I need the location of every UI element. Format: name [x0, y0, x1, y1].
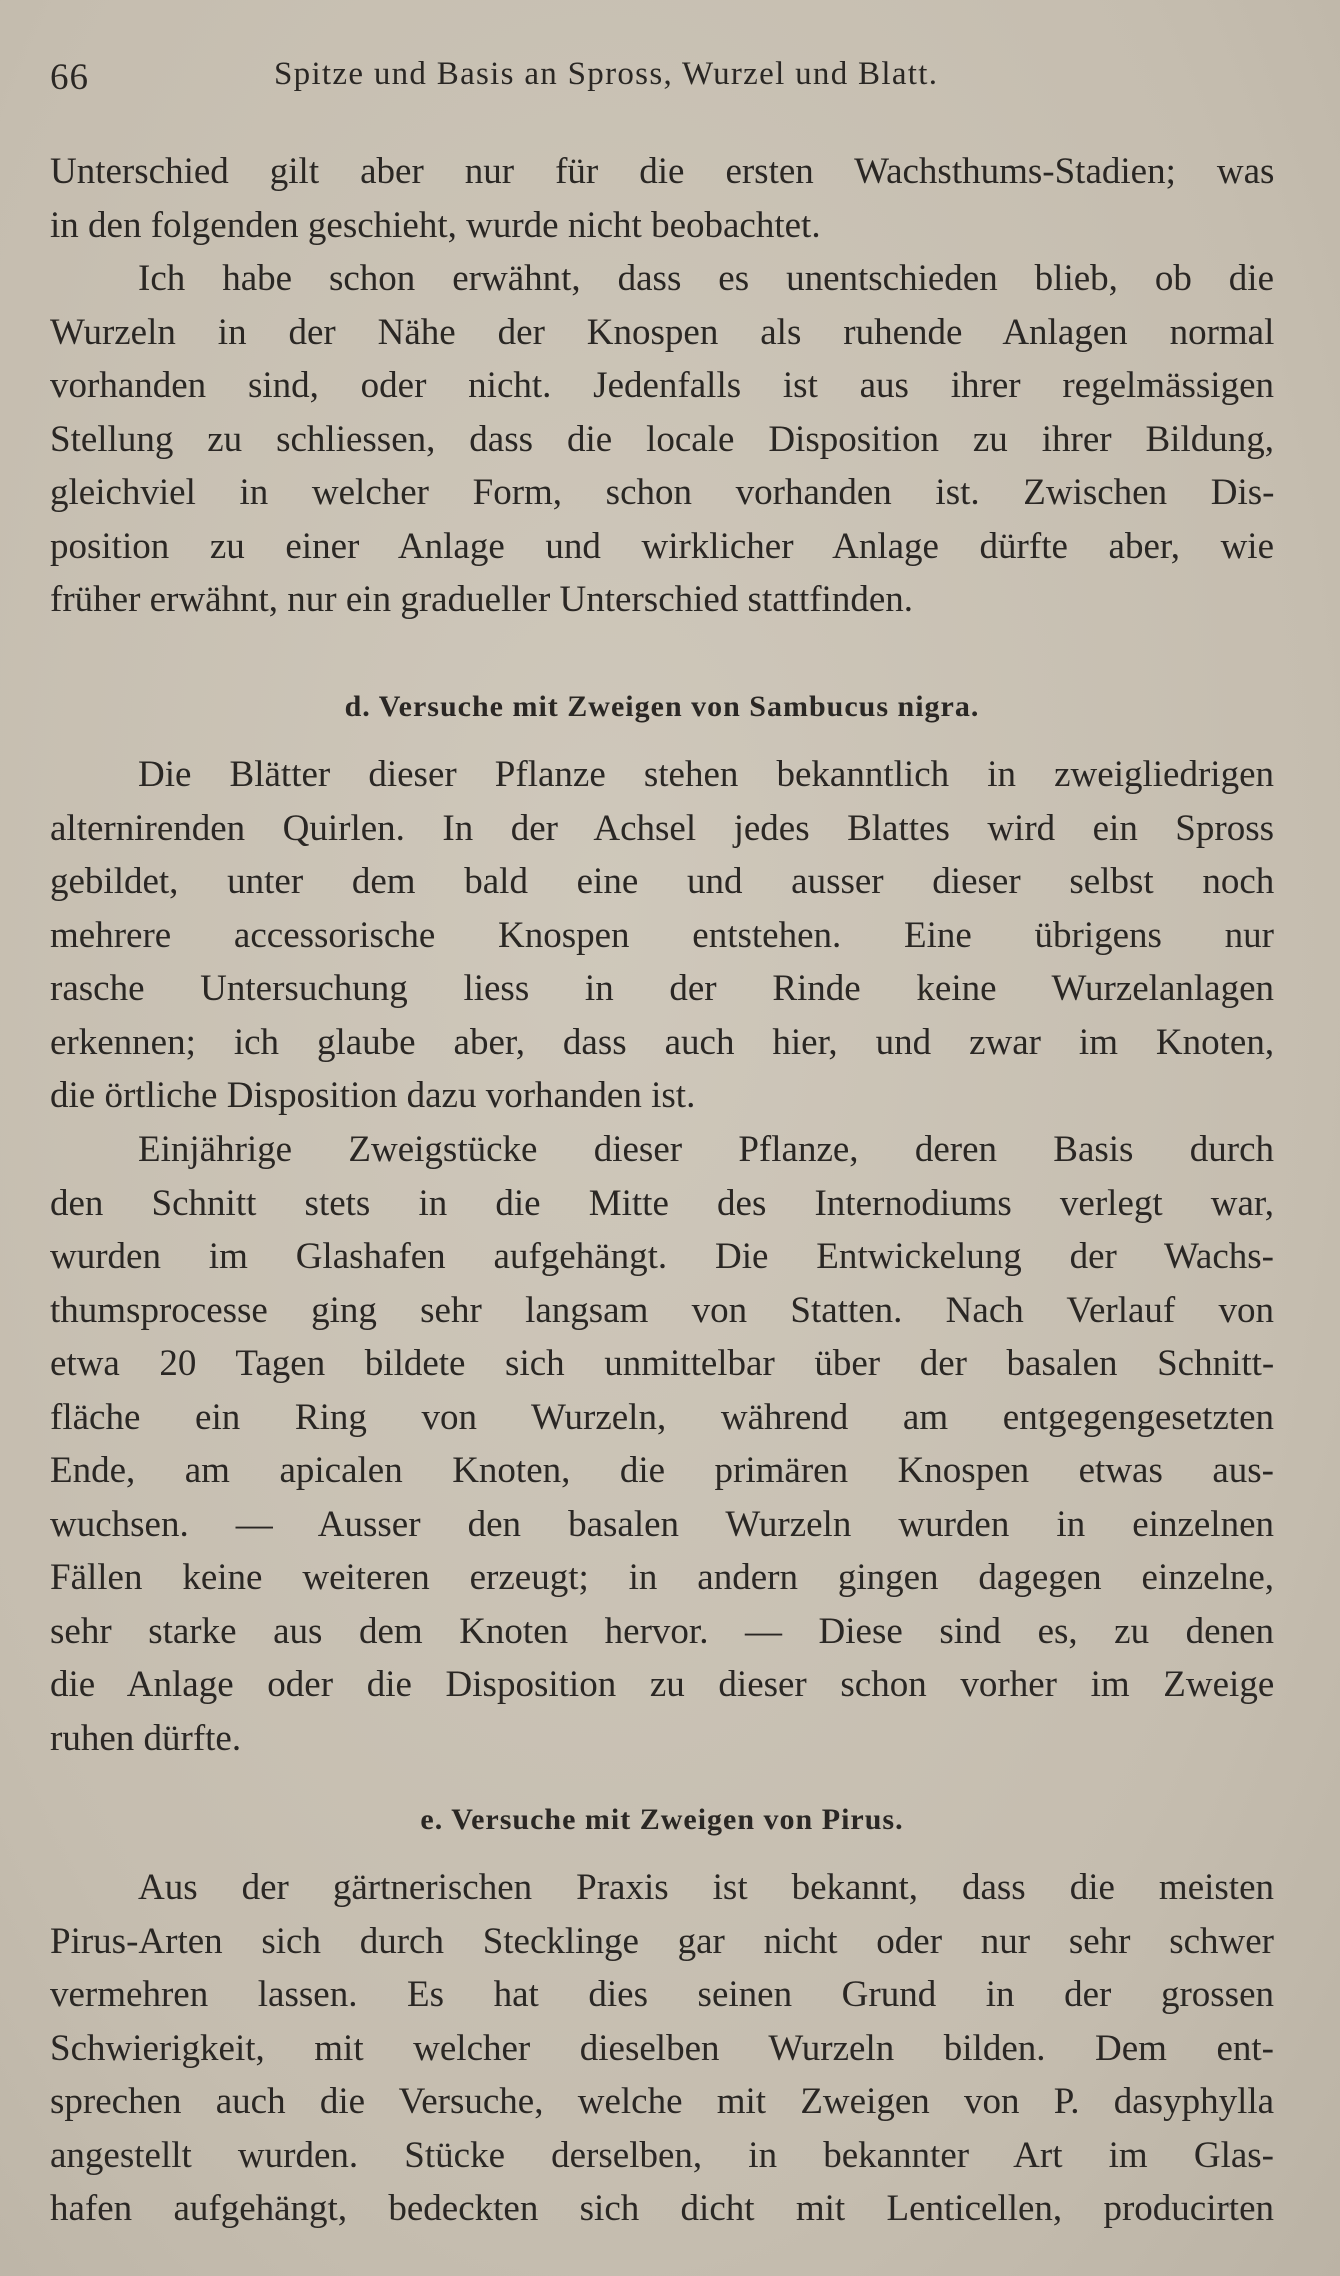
text-line: wuchsen. — Ausser den basalen Wurzeln wurden in einzelnen [50, 1503, 1274, 1545]
text-line: thumsprocesse ging sehr langsam von Statten. Nach Verlauf von [50, 1289, 1274, 1331]
paragraph-e1 [50, 1861, 1274, 2236]
text-line: erkennen; ich glaube aber, dass auch hier, und zwar im Knoten, [50, 1021, 1275, 1063]
text-line: Fällen keine weiteren erzeugt; in andern gingen dagegen einzelne, [50, 1557, 1275, 1598]
paragraph-intro [50, 145, 1274, 252]
paragraph-d1 [50, 748, 1274, 1123]
text-line: Aus der gärtnerischen Praxis ist bekannt, dass die meisten [138, 1867, 1274, 1908]
text-line: fläche ein Ring von Wurzeln, während am entgegengesetzten [50, 1396, 1274, 1438]
text-line: Einjährige Zweigstücke dieser Pflanze, deren Basis durch [138, 1129, 1274, 1170]
section-heading-e: e. Versuche mit Zweigen von Pirus. [420, 1803, 904, 1836]
text-line: sehr starke aus dem Knoten hervor. — Diese sind es, zu denen [50, 1610, 1274, 1652]
text-line: in den folgenden geschieht, wurde nicht beobachtet. [50, 204, 821, 246]
text-line: hafen aufgehängt, bedeckten sich dicht mit Lenticellen, producirten [50, 2188, 1274, 2229]
text-line: rasche Untersuchung liess in der Rinde keine Wurzelanlagen [50, 968, 1274, 1009]
text-line: Die Blätter dieser Pflanze stehen bekanntlich in zweigliedrigen [138, 754, 1274, 795]
text-line: sprechen auch die Versuche, welche mit Zweigen von P. dasyphylla [50, 2081, 1275, 2122]
paragraph-d2 [50, 1123, 1274, 1765]
text-line: alternirenden Quirlen. In der Achsel jedes Blattes wird ein Spross [50, 807, 1274, 849]
text-line: Wurzeln in der Nähe der Knospen als ruhende Anlagen normal [50, 311, 1275, 353]
text-line: vermehren lassen. Es hat dies seinen Grund in der grossen [50, 1974, 1274, 2015]
running-title: Spitze und Basis an Spross, Wurzel und Blatt. [274, 56, 939, 92]
text-line: position zu einer Anlage und wirklicher Anlage dürfte aber, wie [50, 525, 1274, 567]
text-line: gebildet, unter dem bald eine und ausser dieser selbst noch [50, 861, 1275, 902]
text-line: Ende, am apicalen Knoten, die primären Knospen etwas aus- [50, 1450, 1274, 1491]
text-line: ruhen dürfte. [50, 1717, 242, 1759]
text-line: Ich habe schon erwähnt, dass es unentschieden blieb, ob die [138, 258, 1274, 299]
text-line: vorhanden sind, oder nicht. Jedenfalls ist aus ihrer regelmässigen [50, 365, 1274, 406]
text-line: früher erwähnt, nur ein gradueller Unterschied stattfinden. [50, 579, 913, 620]
text-line: die örtliche Disposition dazu vorhanden ist. [50, 1075, 696, 1116]
text-line: Pirus-Arten sich durch Stecklinge gar nicht oder nur sehr schwer [50, 1920, 1274, 1962]
section-heading-d: d. Versuche mit Zweigen von Sambucus nigra. [344, 690, 980, 723]
text-line: wurden im Glashafen aufgehängt. Die Entwickelung der Wachs- [50, 1236, 1274, 1277]
text-line: die Anlage oder die Disposition zu dieser schon vorher im Zweige [50, 1664, 1275, 1705]
running-head [50, 56, 1274, 106]
text-line: Unterschied gilt aber nur für die ersten Wachsthums-Stadien; was [50, 151, 1275, 192]
text-line: den Schnitt stets in die Mitte des Internodiums verlegt war, [50, 1182, 1275, 1224]
text-line: Stellung zu schliessen, dass die locale Disposition zu ihrer Bildung, [50, 418, 1274, 460]
text-line: mehrere accessorische Knospen entstehen. Eine übrigens nur [50, 914, 1274, 956]
text-line: Schwierigkeit, mit welcher dieselben Wurzeln bilden. Dem ent- [50, 2027, 1274, 2069]
page-number: 66 [50, 57, 89, 98]
text-line: gleichviel in welcher Form, schon vorhanden ist. Zwischen Dis- [50, 472, 1275, 513]
paragraph-wurzeln [50, 252, 1274, 627]
text-line: angestellt wurden. Stücke derselben, in bekannter Art im Glas- [50, 2134, 1274, 2176]
text-line: etwa 20 Tagen bildete sich unmittelbar über der basalen Schnitt- [50, 1343, 1275, 1384]
